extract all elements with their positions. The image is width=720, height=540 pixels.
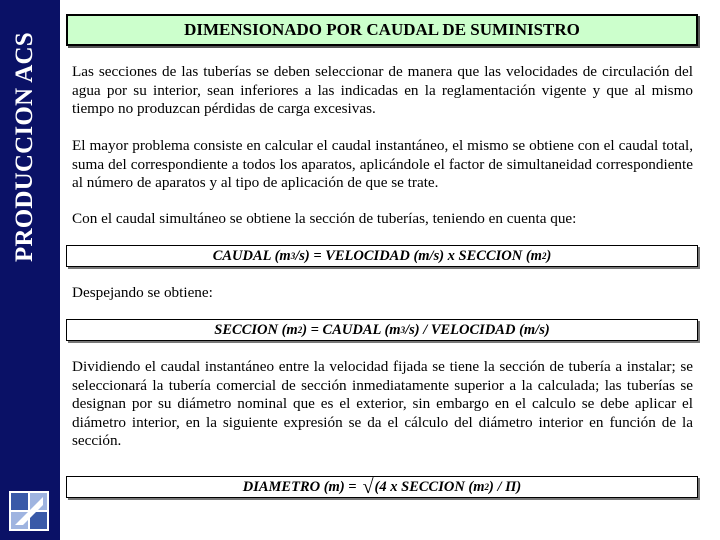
formula-seccion: SECCION (m 2 ) = CAUDAL (m 3 /s) / VELOCIDAD (m/s)	[66, 319, 698, 341]
formula-diametro: DIAMETRO (m) = √ (4 x SECCION (m 2 ) / Π)	[66, 476, 698, 498]
sidebar	[0, 0, 60, 540]
formula-caudal: CAUDAL (m 3 /s) = VELOCIDAD (m/s) x SECCION (m 2 )	[66, 245, 698, 267]
sidebar-title: PRODUCCION ACS	[11, 32, 38, 262]
page-title: DIMENSIONADO POR CAUDAL DE SUMINISTRO	[66, 14, 698, 46]
paragraph-caudal-instantaneo: El mayor problema consiste en calcular el caudal instantáneo, el mismo se obtiene con el caudal total, suma del correspondiente a todos los aparatos, aplicándole el factor de simultaneidad correspondiente al número de aparatos y al tipo de aplicación de que se trate.	[72, 137, 693, 191]
logo-icon	[9, 491, 49, 531]
sqrt-symbol: √	[362, 475, 374, 498]
paragraph-diametro: Dividiendo el caudal instantáneo entre la velocidad fijada se tiene la sección de tubería a instalar; se seleccionará la tubería comercial de sección inmediatamente superior a la calculada; las tuberías se designan por su diámetro nominal que es el exterior, sin embargo en el calculo se debe aplicar el diámetro interior, en la siguiente expresión se da el cálculo del diámetro interior en función de la sección.	[72, 358, 693, 449]
paragraph-despejando: Despejando se obtiene:	[72, 284, 213, 301]
paragraph-velocidades: Las secciones de las tuberías se deben seleccionar de manera que las velocidades de circulación del agua por su interior, sean inferiores a las indicadas en la reglamentación vigente y que al mismo tiempo no produzcan pérdidas de carga excesivas.	[72, 63, 693, 117]
paragraph-caudal-simultaneo: Con el caudal simultáneo se obtiene la sección de tuberías, teniendo en cuenta que:	[72, 210, 577, 227]
